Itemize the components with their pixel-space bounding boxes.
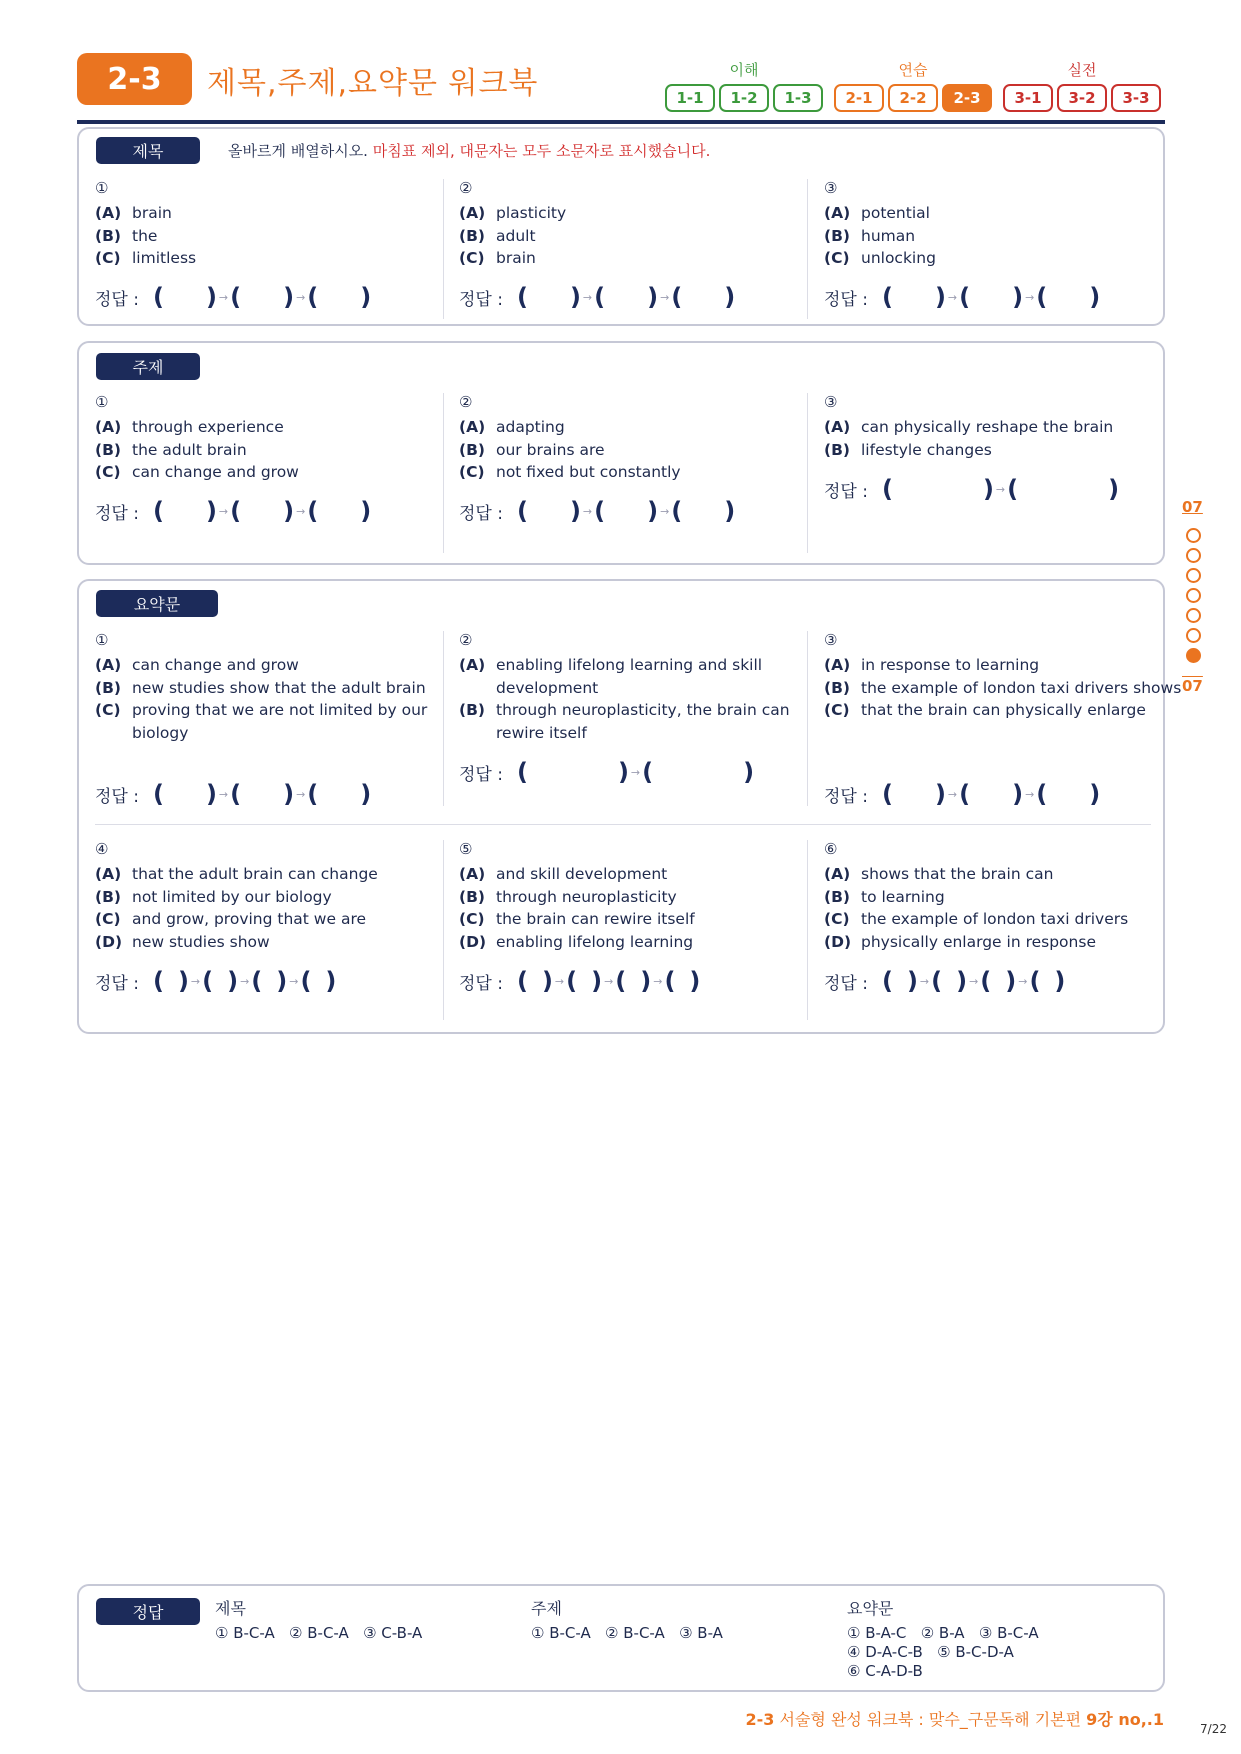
item-number: ①: [95, 393, 109, 411]
option-d: (D) new studies show: [95, 932, 270, 951]
option-b: (B) the example of london taxi drivers shows: [824, 678, 1182, 697]
option-c: (C) proving that we are not limited by our biology: [95, 701, 428, 742]
item-number: ①: [95, 179, 109, 197]
option-c: (C) can change and grow: [95, 463, 299, 481]
summary-item-3: [824, 631, 1187, 808]
footer-code: 2-3: [745, 1710, 775, 1729]
option-a: (A) in response to learning: [824, 656, 1040, 674]
answer-key-summary-line: ① B-A-C ② B-A ③ B-C-A: [847, 1624, 1039, 1642]
answer-blank-3[interactable]: 정답 : ( ) → ( ) → ( ): [459, 283, 736, 311]
group-label-real: 실전: [1067, 61, 1097, 79]
answer-blank-3[interactable]: 정답 : ( ) → ( ) → ( ): [95, 780, 372, 808]
column-divider: [807, 631, 808, 806]
summary-item-4: [95, 840, 458, 1020]
instruction: [228, 140, 710, 161]
column-divider: [443, 179, 444, 319]
option-a: (A) can physically reshape the brain: [824, 418, 1114, 436]
section-title: [77, 127, 1165, 326]
answer-key-box: [77, 1584, 1165, 1692]
option-b: (B) new studies show that the adult brain: [95, 678, 426, 697]
column-divider: [443, 840, 444, 1020]
item-number: ④: [95, 840, 109, 858]
answer-key-summary-head: 요약문: [847, 1599, 894, 1618]
item-number: ③: [824, 631, 838, 649]
group-label-understand: 이해: [729, 61, 759, 79]
option-a: (A) adapting: [459, 418, 565, 436]
answer-key-topic: [531, 1596, 723, 1643]
answer-blank-3[interactable]: 정답 : ( ) → ( ) → ( ): [459, 497, 736, 525]
summary-item-6: [824, 840, 1187, 1020]
option-a: (A) through experience: [95, 418, 284, 436]
option-c: (C) the brain can rewire itself: [459, 910, 695, 928]
answer-blank-4[interactable]: 정답 : ( ) → ( ) → ( ) → ( ): [824, 967, 1066, 995]
instruction-plain: 올바르게 배열하시오.: [228, 142, 368, 160]
item-number: ⑤: [459, 840, 473, 858]
answer-blank-4[interactable]: 정답 : ( ) → ( ) → ( ) → ( ): [95, 967, 337, 995]
option-a: (A) and skill development: [459, 865, 668, 883]
chip-3-2[interactable]: 3-2: [1057, 84, 1107, 112]
item-number: ③: [824, 179, 838, 197]
chip-3-1[interactable]: 3-1: [1003, 84, 1053, 112]
option-b: (B) human: [824, 226, 916, 245]
column-divider: [807, 393, 808, 553]
option-b: (B) lifestyle changes: [824, 440, 992, 459]
option-d: (D) physically enlarge in response: [824, 932, 1096, 951]
side-nav-dot[interactable]: [1186, 568, 1201, 583]
column-divider: [807, 840, 808, 1020]
option-d: (D) enabling lifelong learning: [459, 932, 694, 951]
answer-blank-4[interactable]: 정답 : ( ) → ( ) → ( ) → ( ): [459, 967, 701, 995]
row-divider: [95, 824, 1151, 825]
topic-item-2: [459, 393, 822, 553]
option-a: (A) shows that the brain can: [824, 865, 1054, 883]
summary-item-2: [459, 631, 822, 796]
footer-text: 서술형 완성 워크북 : 맞수_구문독해 기본편: [774, 1710, 1087, 1729]
footer-lecture-number: 9: [1086, 1710, 1098, 1729]
column-divider: [807, 179, 808, 319]
answer-key-summary-line: ④ D-A-C-B ⑤ B-C-D-A: [847, 1643, 1014, 1661]
page-number: 7/22: [1200, 1722, 1227, 1736]
answer-key-topic-line: ① B-C-A ② B-C-A ③ B-A: [531, 1624, 723, 1642]
option-a: (A) potential: [824, 204, 930, 222]
option-b: (B) through neuroplasticity, the brain can rewire itself: [459, 701, 790, 742]
chip-1-1[interactable]: 1-1: [665, 84, 715, 112]
item-number: ①: [95, 631, 109, 649]
summary-item-5: [459, 840, 822, 1020]
instruction-note: 마침표 제외, 대문자는 모두 소문자로 표시했습니다.: [367, 142, 711, 160]
answer-blank-3[interactable]: 정답 : ( ) → ( ) → ( ): [95, 497, 372, 525]
footer-text-end: 강 no,.1: [1097, 1710, 1164, 1729]
page-title: 제목,주제,요약문 워크북: [207, 66, 539, 101]
title-item-3: [824, 179, 1187, 319]
chip-group-practice: [834, 84, 992, 112]
topic-item-3: [824, 393, 1187, 553]
header-divider: [77, 120, 1165, 124]
side-nav-dot-active[interactable]: [1186, 648, 1201, 663]
lesson-badge: 2-3: [77, 53, 192, 105]
chip-2-3[interactable]: 2-3: [942, 84, 992, 112]
section-topic: [77, 341, 1165, 565]
option-c: (C) the example of london taxi drivers: [824, 910, 1129, 928]
section-tag-topic: 주제: [96, 353, 200, 380]
answer-blank-3[interactable]: 정답 : ( ) → ( ) → ( ): [824, 283, 1101, 311]
answer-key-title-line: ① B-C-A ② B-C-A ③ C-B-A: [215, 1624, 423, 1642]
option-c: (C) and grow, proving that we are: [95, 910, 367, 928]
column-divider: [443, 631, 444, 806]
answer-key-topic-head: 주제: [531, 1599, 562, 1618]
option-a: (A) enabling lifelong learning and skill development: [459, 656, 763, 697]
option-b: (B) our brains are: [459, 440, 605, 459]
option-a: (A) that the adult brain can change: [95, 865, 378, 883]
section-summary: [77, 579, 1182, 1034]
answer-key-summary: [847, 1596, 1039, 1681]
item-number: ②: [459, 393, 473, 411]
chip-group-understand: [665, 84, 823, 112]
answer-key-title: [215, 1596, 422, 1643]
option-b: (B) to learning: [824, 887, 945, 906]
chip-group-real: [1003, 84, 1161, 112]
option-c: (C) brain: [459, 249, 536, 267]
option-b: (B) the: [95, 226, 158, 245]
option-c: (C) unlocking: [824, 249, 936, 267]
topic-item-1: [95, 393, 458, 553]
answer-key-title-head: 제목: [215, 1599, 246, 1618]
section-tag-summary: 요약문: [96, 590, 218, 617]
option-a: (A) can change and grow: [95, 656, 299, 674]
option-c: (C) not fixed but constantly: [459, 463, 681, 481]
option-b: (B) through neuroplasticity: [459, 887, 677, 906]
title-item-1: [95, 179, 458, 319]
item-number: ⑥: [824, 840, 838, 858]
section-tag-title: 제목: [96, 137, 200, 164]
item-number: ③: [824, 393, 838, 411]
side-nav-dot[interactable]: [1186, 588, 1201, 603]
option-b: (B) adult: [459, 226, 536, 245]
answer-key-tag: 정답: [96, 1598, 200, 1625]
chip-3-3[interactable]: 3-3: [1111, 84, 1161, 112]
side-nav-dot[interactable]: [1186, 548, 1201, 563]
option-b: (B) not limited by our biology: [95, 887, 332, 906]
side-nav-number-bottom: 07: [1182, 677, 1203, 695]
column-divider: [443, 393, 444, 553]
option-c: (C) limitless: [95, 249, 197, 267]
chip-2-2[interactable]: 2-2: [888, 84, 938, 112]
option-a: (A) brain: [95, 204, 172, 222]
answer-blank-2[interactable]: 정답 : ( ) → ( ): [459, 758, 755, 786]
side-nav-number-top: 07: [1182, 498, 1203, 516]
answer-blank-3[interactable]: 정답 : ( ) → ( ) → ( ): [95, 283, 372, 311]
option-c: (C) that the brain can physically enlarge: [824, 701, 1146, 719]
answer-blank-3[interactable]: 정답 : ( ) → ( ) → ( ): [824, 780, 1101, 808]
summary-item-1: [95, 631, 458, 808]
chip-1-3[interactable]: 1-3: [773, 84, 823, 112]
option-a: (A) plasticity: [459, 204, 567, 222]
chip-2-1[interactable]: 2-1: [834, 84, 884, 112]
chip-1-2[interactable]: 1-2: [719, 84, 769, 112]
side-nav-dot[interactable]: [1186, 608, 1201, 623]
group-label-practice: 연습: [898, 61, 928, 79]
answer-blank-2[interactable]: 정답 : ( ) → ( ): [824, 475, 1120, 503]
footer: [746, 1707, 1165, 1730]
side-nav-dot[interactable]: [1186, 628, 1201, 643]
side-nav-dot[interactable]: [1186, 528, 1201, 543]
item-number: ②: [459, 631, 473, 649]
option-b: (B) the adult brain: [95, 440, 247, 459]
answer-key-summary-line: ⑥ C-A-D-B: [847, 1662, 923, 1680]
title-item-2: [459, 179, 822, 319]
item-number: ②: [459, 179, 473, 197]
